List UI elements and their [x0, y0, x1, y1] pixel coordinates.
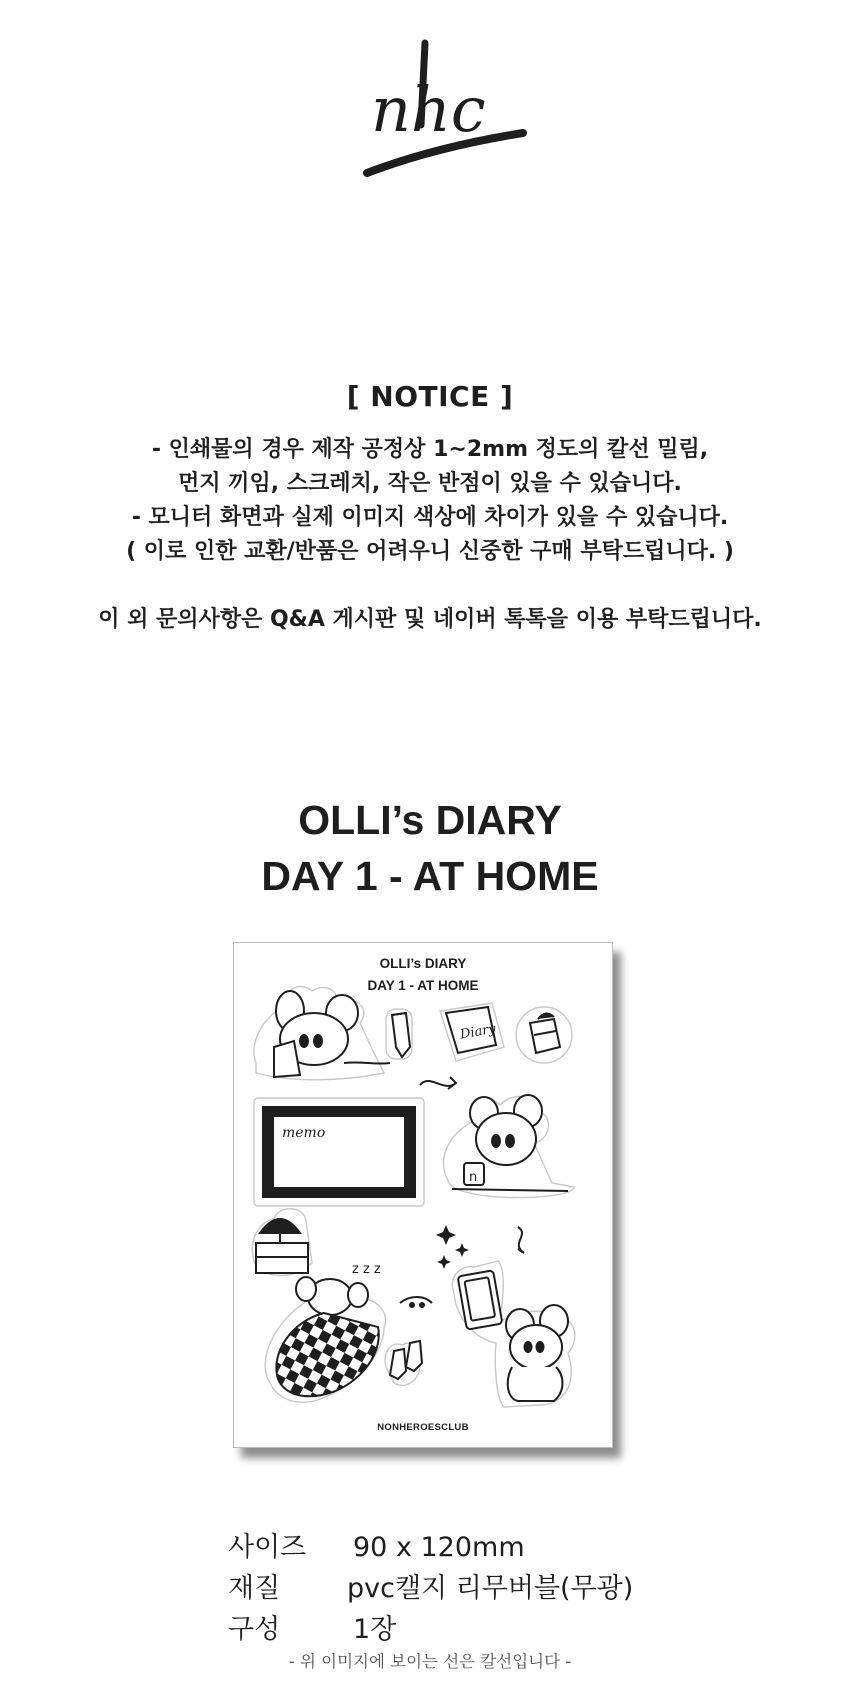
sticker-sheet-image: [233, 942, 613, 1448]
sticker-illustrations: [234, 943, 612, 1447]
notice-line: - 모니터 화면과 실제 이미지 색상에 차이가 있을 수 있습니다.: [131, 505, 729, 530]
memo-label: memo: [282, 1125, 326, 1141]
notice-title: [ NOTICE ]: [346, 380, 514, 413]
zzz-doodle: z z z: [352, 1262, 381, 1277]
spec-row-quantity: [228, 1609, 633, 1650]
notice-line: ( 이로 인한 교환/반품은 어려우니 신중한 구매 부탁드립니다. ): [126, 539, 734, 564]
logo-stroke: [421, 43, 425, 125]
sheet-brand: NONHEROESCLUB: [377, 1422, 469, 1433]
brand-logo: [355, 35, 535, 185]
spec-key: 구성: [228, 1614, 281, 1645]
spec-key: 사이즈: [228, 1532, 307, 1563]
sheet-title-line-2: DAY 1 - AT HOME: [367, 978, 479, 993]
spec-row-size: [228, 1527, 633, 1568]
squiggle-doodle: [518, 1227, 524, 1253]
spec-value: 1장: [353, 1614, 397, 1645]
logo-text: nhc: [371, 73, 486, 146]
product-title: [0, 792, 860, 904]
notice-contact-line: 이 외 문의사항은 Q&A 게시판 및 네이버 톡톡을 이용 부탁드립니다.: [98, 607, 762, 632]
spec-value: 90 x 120mm: [353, 1532, 525, 1563]
diary-label: Diary: [458, 1021, 497, 1043]
sheet-title-line-1: OLLI’s DIARY: [379, 956, 467, 971]
product-specs: [228, 1527, 633, 1650]
notice-line: - 인쇄물의 경우 제작 공정상 1~2mm 정도의 칼선 밀림,: [151, 437, 709, 462]
mouse-tablet-sticker: [458, 1270, 568, 1401]
spec-value: pvc캘지 리무버블(무광): [347, 1573, 634, 1604]
notice-section: [0, 380, 860, 637]
arrow-doodle: [420, 1077, 456, 1089]
memo-sticker: [262, 1106, 416, 1198]
notice-line: 먼지 끼임, 스크레치, 작은 반점이 있을 수 있습니다.: [178, 471, 682, 496]
mug-letter: n: [469, 1170, 478, 1185]
sleeping-mouse-sticker: [276, 1277, 378, 1396]
notice-lines: [0, 433, 860, 569]
cut-line-footnote: - 위 이미지에 보이는 선은 칼선입니다 -: [288, 1652, 572, 1671]
spec-key: 재질: [228, 1573, 281, 1604]
product-title-line-2: DAY 1 - AT HOME: [261, 853, 599, 899]
spec-row-material: [228, 1568, 633, 1609]
sparkles-sticker: [436, 1225, 469, 1269]
product-title-line-1: OLLI’s DIARY: [298, 797, 562, 843]
eyes-doodle: [400, 1297, 432, 1303]
